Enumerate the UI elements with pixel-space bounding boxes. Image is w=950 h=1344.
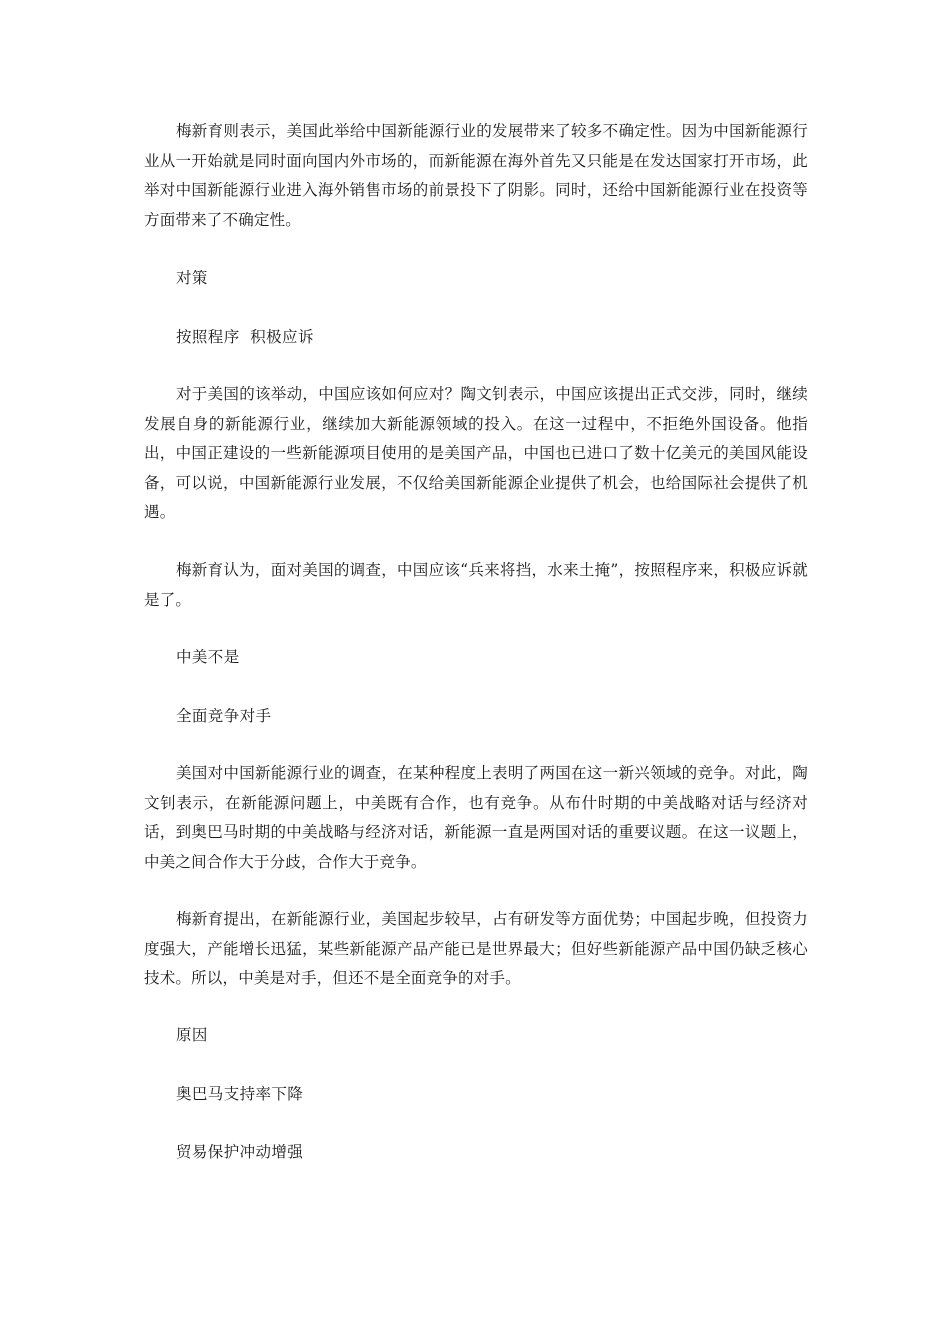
subheading-protectionism: 贸易保护冲动增强: [176, 1143, 304, 1161]
paragraph-mei-advantages: 梅新育提出，在新能源行业，美国起步较早，占有研发等方面优势；中国起步晚，但投资力度强大，产能增长迅猛，某些新能源产品产能已是世界最大；但好些新能源产品中国仍缺乏核心技术。所以，中美是对手，但还不是全面竞争的对手。: [144, 910, 808, 987]
section-heading-countermeasures: 对策: [176, 269, 208, 287]
paragraph-mei-procedure: 梅新育认为，面对美国的调查，中国应该“兵来将挡，水来土掩”，按照程序来，积极应诉就是了。: [144, 561, 808, 609]
subheading-competitors: 全面竞争对手: [176, 707, 272, 725]
subheading-approval-drop: 奥巴马支持率下降: [176, 1085, 304, 1103]
paragraph-tao-competition: 美国对中国新能源行业的调查，在某种程度上表明了两国在这一新兴领域的竞争。对此，陶文钊表示，在新能源问题上，中美既有合作，也有竞争。从布什时期的中美战略对话与经济对话，到奥巴马时期的中美战略与经济对话，新能源一直是两国对话的重要议题。在这一议题上，中美之间合作大于分歧，合作大于竞争。: [144, 764, 808, 871]
paragraph-tao-response: 对于美国的该举动，中国应该如何应对？陶文钊表示，中国应该提出正式交涉，同时，继续发展自身的新能源行业，继续加大新能源领域的投入。在这一过程中，不拒绝外国设备。他指出，中国正建设的一些新能源项目使用的是美国产品，中国也已进口了数十亿美元的美国风能设备，可以说，中国新能源行业发展，不仅给美国新能源企业提供了机会，也给国际社会提供了机遇。: [144, 385, 808, 521]
section-heading-not-full: 中美不是: [176, 648, 240, 666]
subheading-respond-to-lawsuit: 按照程序 积极应诉: [176, 328, 314, 346]
section-heading-reasons: 原因: [176, 1026, 208, 1044]
paragraph-mei-uncertainty: 梅新育则表示，美国此举给中国新能源行业的发展带来了较多不确定性。因为中国新能源行业从一开始就是同时面向国内外市场的，而新能源在海外首先又只能是在发达国家打开市场，此举对中国新能源行业进入海外销售市场的前景投下了阴影。同时，还给中国新能源行业在投资等方面带来了不确定性。: [144, 122, 808, 229]
